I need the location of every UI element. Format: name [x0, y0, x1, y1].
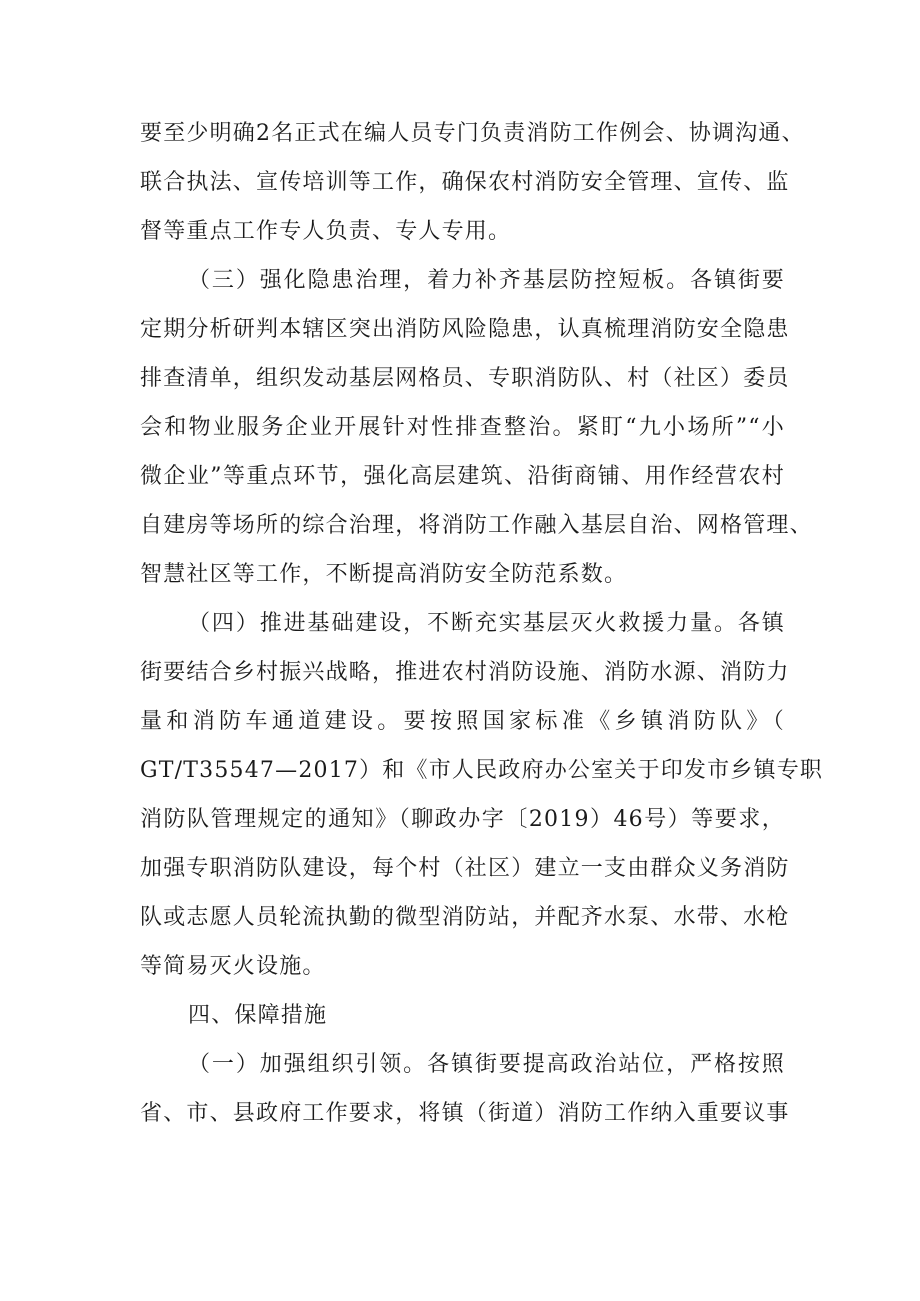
text-line: 省、市、县政府工作要求，将镇（街道）消防工作纳入重要议事 [140, 1101, 790, 1126]
text-line: 排查清单，组织发动基层网格员、专职消防队、村（社区）委员 [140, 366, 790, 391]
text-line: 定期分析研判本辖区突出消防风险隐患，认真梳理消防安全隐患 [140, 317, 790, 342]
text-line: 要至少明确2名正式在编人员专门负责消防工作例会、协调沟通、 [140, 121, 805, 146]
text-line: GT/T35547—2017）和《市人民政府办公室关于印发市乡镇专职 [140, 758, 824, 783]
text-line: 微企业”等重点环节，强化高层建筑、沿街商铺、用作经营农村 [140, 464, 785, 489]
section-heading-one: （一）加强组织引领。各镇街要提高政治站位，严格按照 [188, 1052, 785, 1077]
text-line: 联合执法、宣传培训等工作，确保农村消防安全管理、宣传、监 [140, 170, 790, 195]
text-line: 消防队管理规定的通知》（聊政办字〔2019）46号）等要求， [140, 807, 785, 832]
text-line: 加强专职消防队建设，每个村（社区）建立一支由群众义务消防 [140, 856, 790, 881]
text-line: 自建房等场所的综合治理，将消防工作融入基层自治、网格管理、 [140, 513, 813, 538]
text-line: 会和物业服务企业开展针对性排查整治。紧盯“九小场所”“小 [140, 415, 785, 440]
text-line: 等简易灭火设施。 [140, 954, 326, 979]
section-heading-three: （三）强化隐患治理，着力补齐基层防控短板。各镇街要 [188, 268, 785, 293]
text-line: 督等重点工作专人负责、专人专用。 [140, 219, 512, 244]
section-title-guarantees: 四、保障措施 [188, 1003, 328, 1028]
text-line: 队或志愿人员轮流执勤的微型消防站，并配齐水泵、水带、水枪 [140, 905, 790, 930]
text-line: 智慧社区等工作，不断提高消防安全防范系数。 [140, 562, 628, 587]
text-line: 街要结合乡村振兴战略，推进农村消防设施、消防水源、消防力 [140, 660, 790, 685]
text-line: 量和消防车通道建设。要按照国家标准《乡镇消防队》（ [140, 709, 785, 734]
section-heading-four: （四）推进基础建设，不断充实基层灭火救援力量。各镇 [188, 611, 785, 636]
